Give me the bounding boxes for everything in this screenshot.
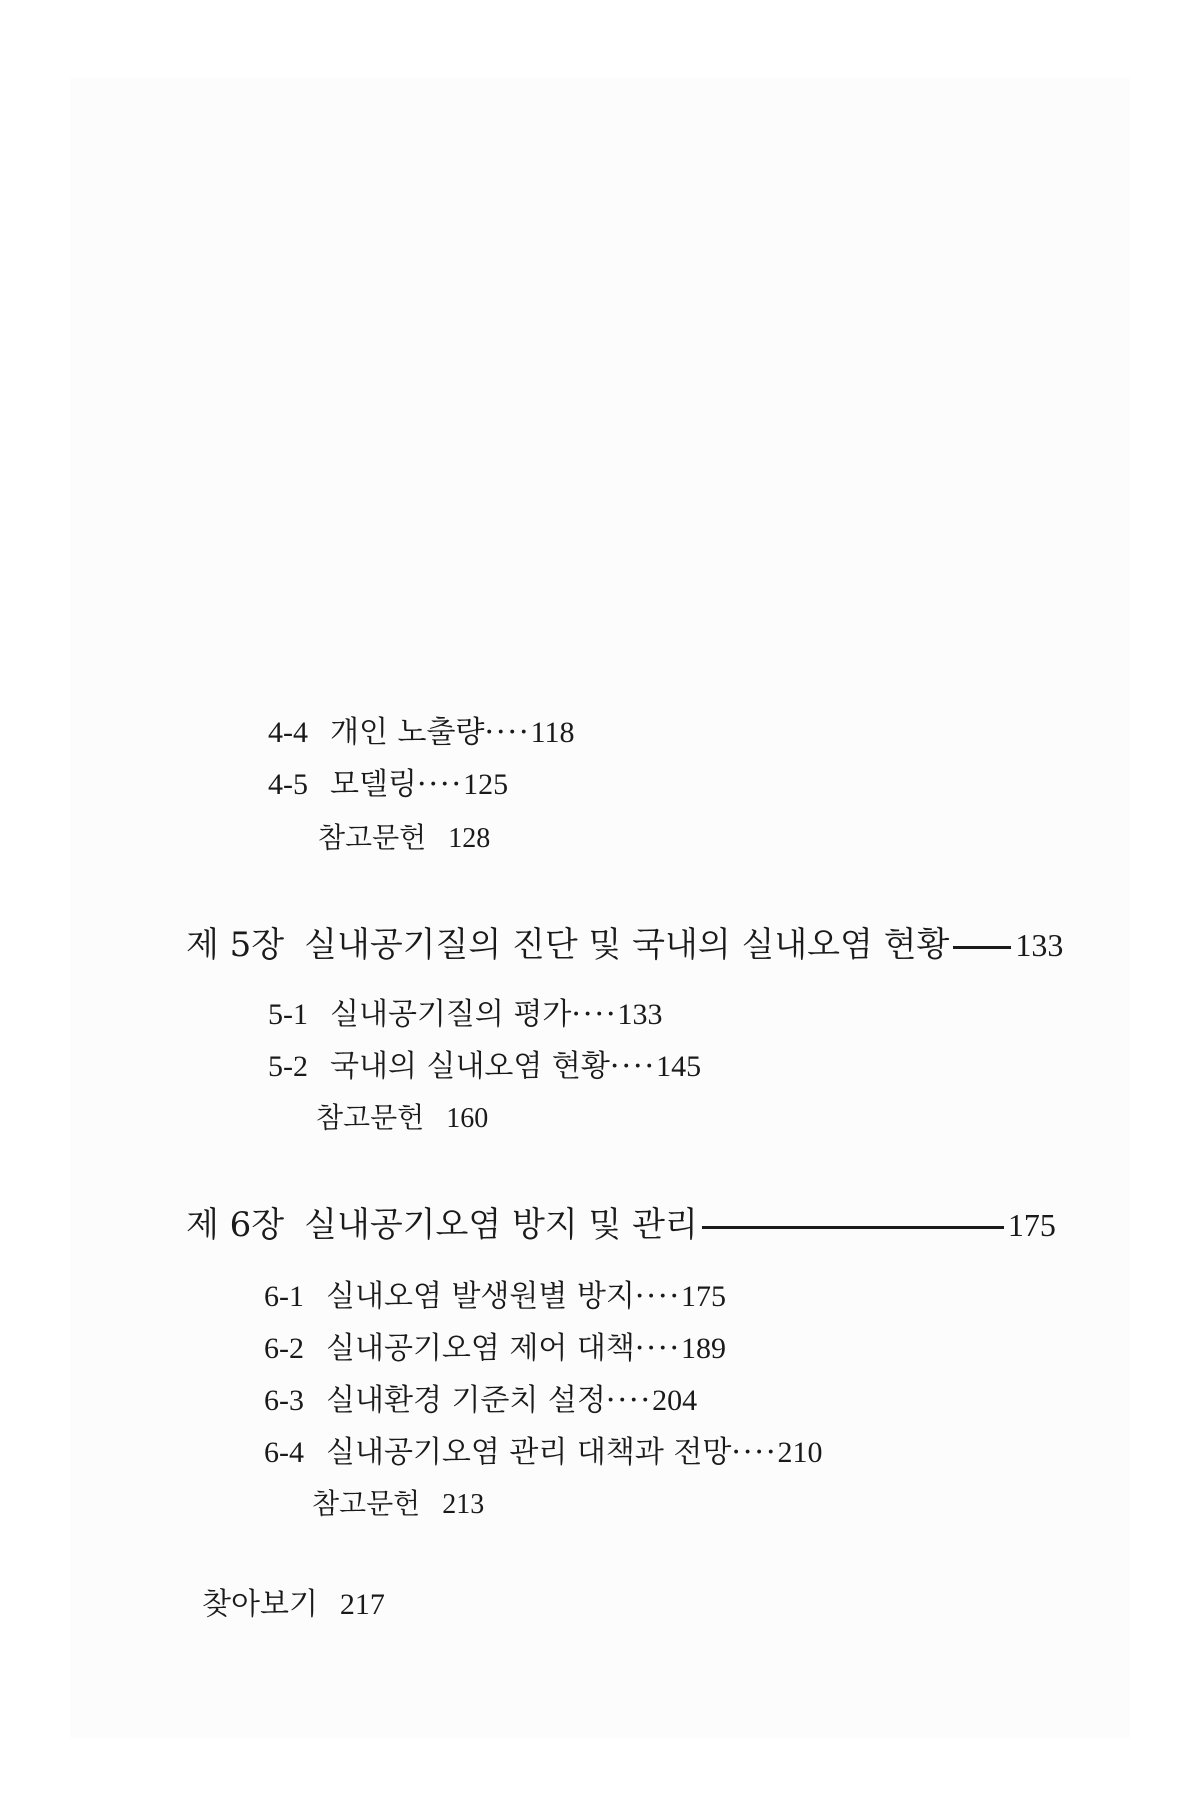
section-title: 모델링 bbox=[330, 767, 417, 802]
section-title: 실내공기오염 제어 대책 bbox=[326, 1331, 635, 1366]
section-leader-dots: ···· bbox=[634, 1331, 682, 1366]
section-leader-dots: ···· bbox=[416, 767, 464, 802]
section-leader-dots: ···· bbox=[605, 1383, 653, 1418]
references-page-number: 213 bbox=[442, 1489, 485, 1520]
section-title: 실내공기오염 관리 대책과 전망 bbox=[326, 1435, 732, 1470]
toc-section-5-2[interactable] bbox=[268, 1049, 702, 1084]
references-page-number: 160 bbox=[446, 1103, 489, 1134]
toc-section-4-4[interactable] bbox=[268, 715, 575, 750]
section-page-number: 210 bbox=[777, 1436, 823, 1469]
references-page-number: 128 bbox=[448, 823, 491, 854]
section-leader-dots: ···· bbox=[571, 997, 618, 1032]
chapter-leader-line bbox=[702, 1226, 1004, 1229]
section-number: 6-1 bbox=[264, 1280, 304, 1313]
section-page-number: 145 bbox=[656, 1050, 702, 1083]
references-label: 참고문헌 bbox=[316, 1101, 425, 1134]
section-title: 실내환경 기준치 설정 bbox=[326, 1383, 606, 1418]
section-title: 개인 노출량 bbox=[330, 715, 485, 750]
section-leader-dots: ···· bbox=[609, 1049, 657, 1084]
toc-chapter-5[interactable] bbox=[186, 925, 1064, 965]
toc-section-6-4[interactable] bbox=[264, 1435, 823, 1470]
section-page-number: 189 bbox=[681, 1332, 727, 1365]
section-number: 6-4 bbox=[264, 1436, 304, 1469]
section-number: 6-2 bbox=[264, 1332, 304, 1365]
section-page-number: 204 bbox=[652, 1384, 698, 1417]
toc-chapter-6[interactable] bbox=[186, 1205, 1056, 1245]
toc-references-ch5[interactable] bbox=[316, 1101, 489, 1134]
chapter-page-number: 133 bbox=[1015, 927, 1064, 963]
section-page-number: 125 bbox=[463, 768, 509, 801]
chapter-label: 제 5장 bbox=[186, 925, 285, 965]
toc-section-4-5[interactable] bbox=[268, 767, 509, 802]
toc-section-5-1[interactable] bbox=[268, 997, 663, 1032]
chapter-title: 실내공기오염 방지 및 관리 bbox=[304, 1205, 698, 1245]
section-leader-dots: ···· bbox=[634, 1279, 682, 1314]
chapter-title: 실내공기질의 진단 및 국내의 실내오염 현황 bbox=[304, 925, 950, 965]
section-number: 6-3 bbox=[264, 1384, 304, 1417]
index-page-number: 217 bbox=[339, 1588, 385, 1621]
section-page-number: 133 bbox=[617, 998, 663, 1031]
index-label: 찾아보기 bbox=[202, 1587, 318, 1622]
toc-section-6-1[interactable] bbox=[264, 1279, 727, 1314]
section-number: 5-2 bbox=[268, 1050, 308, 1083]
section-number: 4-5 bbox=[268, 768, 308, 801]
chapter-page-number: 175 bbox=[1007, 1207, 1056, 1243]
section-leader-dots: ···· bbox=[731, 1435, 778, 1470]
chapter-label: 제 6장 bbox=[186, 1205, 285, 1245]
section-number: 4-4 bbox=[268, 716, 308, 749]
section-page-number: 118 bbox=[530, 716, 575, 749]
toc-references-ch4[interactable] bbox=[318, 821, 491, 854]
chapter-leader-line bbox=[953, 946, 1011, 949]
toc-references-ch6[interactable] bbox=[312, 1487, 485, 1520]
references-label: 참고문헌 bbox=[318, 821, 427, 854]
section-title: 실내오염 발생원별 방지 bbox=[326, 1279, 635, 1314]
section-title: 실내공기질의 평가 bbox=[330, 997, 572, 1032]
section-leader-dots: ···· bbox=[484, 715, 531, 750]
references-label: 참고문헌 bbox=[312, 1487, 421, 1520]
toc-section-6-2[interactable] bbox=[264, 1331, 727, 1366]
section-title: 국내의 실내오염 현황 bbox=[330, 1049, 610, 1084]
toc-index[interactable] bbox=[202, 1587, 385, 1622]
section-number: 5-1 bbox=[268, 998, 308, 1031]
toc-section-6-3[interactable] bbox=[264, 1383, 698, 1418]
section-page-number: 175 bbox=[681, 1280, 727, 1313]
